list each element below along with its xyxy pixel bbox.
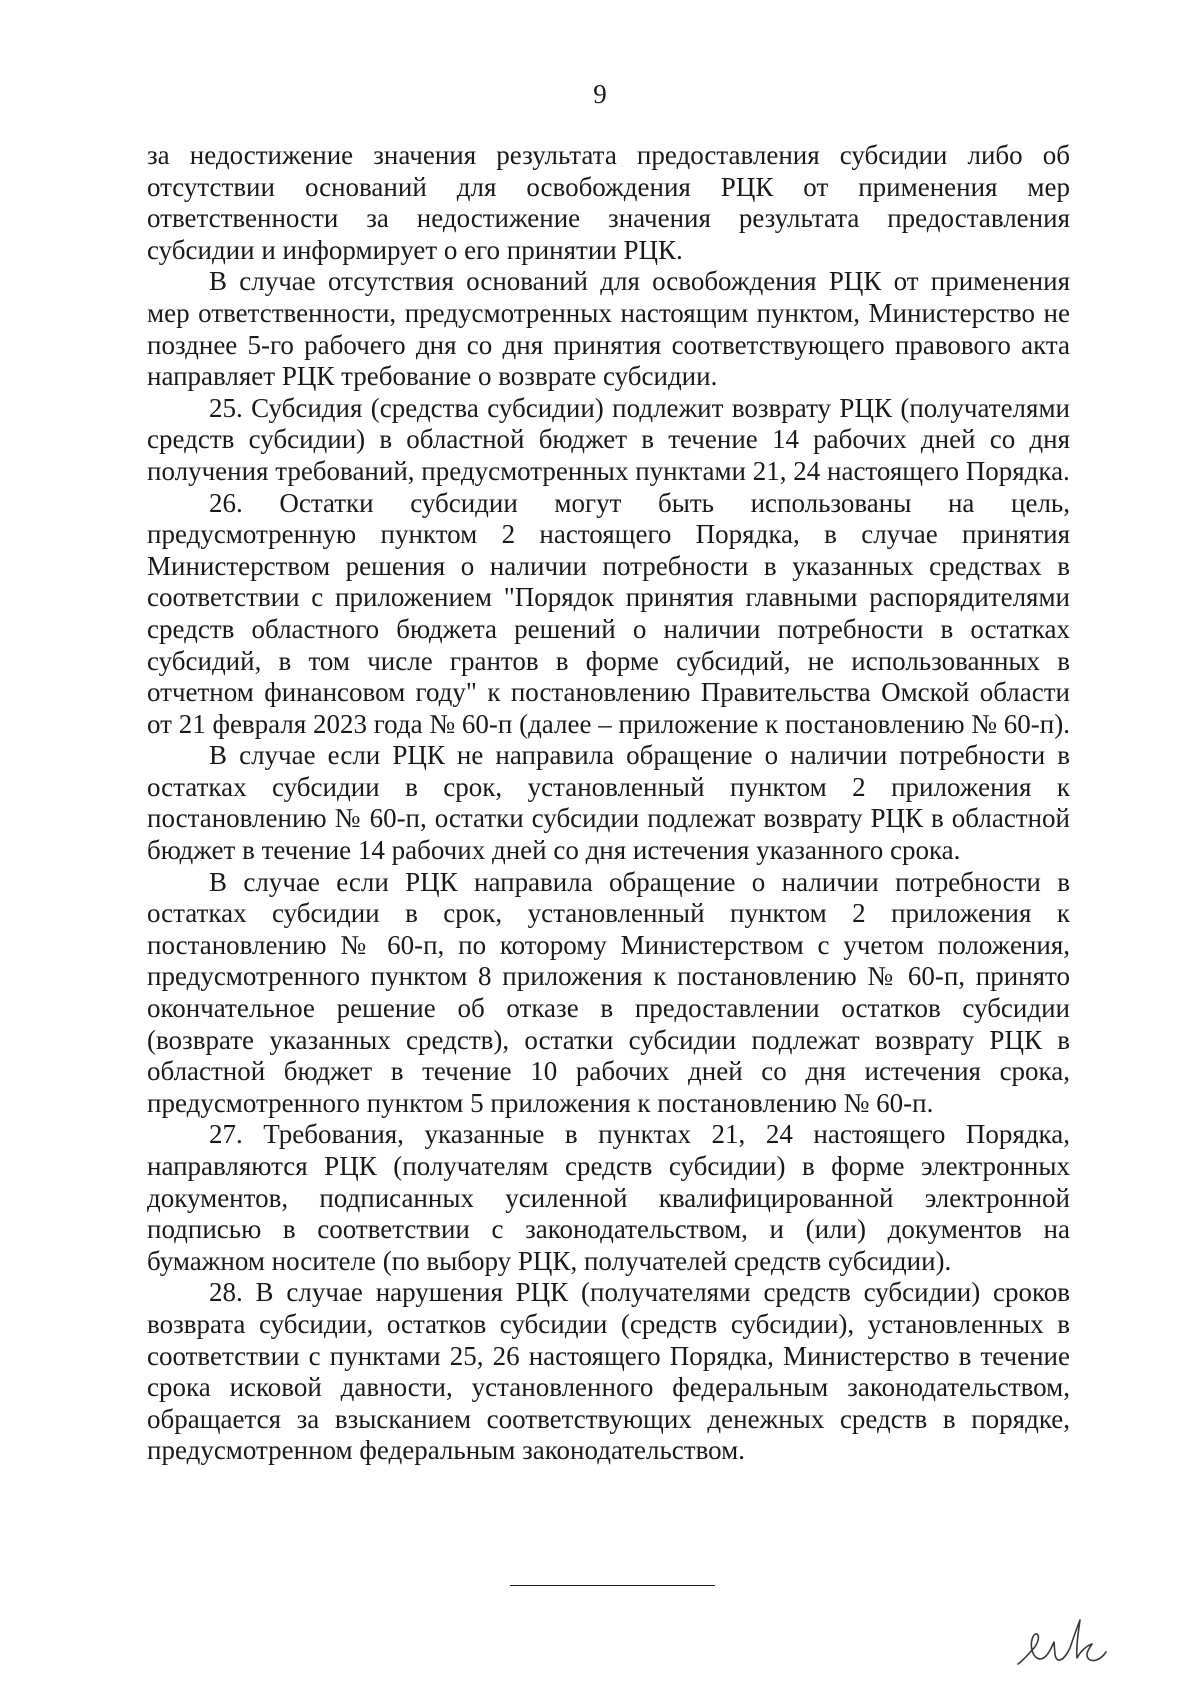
page-number: 9 [593, 79, 607, 109]
paragraph-clause-27: 27. Требования, указанные в пунктах 21, 24 настоящего Порядка, направляются РЦК (получателям средств субсидии) в форме электронных документов, подписанных усиленной квалифицированной электронной подписью в соответствии с законодательством, и (или) документов на бумажном носителе (по выбору РЦК, получателей средств субсидии). [147, 1119, 1070, 1276]
paragraph-clause-26: 26. Остатки субсидии могут быть использованы на цель, предусмотренную пунктом 2 настоящего Порядка, в случае принятия Министерством решения о наличии потребности в указанных средствах в соответствии с приложением "Порядок принятия главными распорядителями средств областного бюджета решений о наличии потребности в остатках субсидий, в том числе грантов в форме субсидий, не использованных в отчетном финансовом году" к постановлению Правительства Омской области от 21 февраля 2023 года № 60-п (далее – приложение к постановлению № 60-п). [147, 487, 1070, 739]
document-body [147, 140, 1070, 1467]
signature-mark [1010, 1612, 1110, 1674]
paragraph-no-grounds: В случае отсутствия оснований для освобождения РЦК от применения мер ответственности, предусмотренных настоящим пунктом, Министерство не позднее 5-го рабочего дня со дня принятия соответствующего правового акта направляет РЦК требование о возврате субсидии. [147, 266, 1070, 392]
paragraph-no-appeal: В случае если РЦК не направила обращение о наличии потребности в остатках субсидии в срок, установленный пунктом 2 приложения к постановлению № 60-п, остатки субсидии подлежат возврату РЦК в областной бюджет в течение 14 рабочих дней со дня истечения указанного срока. [147, 740, 1070, 866]
paragraph-continuation: за недостижение значения результата предоставления субсидии либо об отсутствии оснований для освобождения РЦК от применения мер ответственности за недостижение значения результата предоставления субсидии и информирует о его принятии РЦК. [147, 140, 1070, 265]
paragraph-clause-25: 25. Субсидия (средства субсидии) подлежит возврату РЦК (получателями средств субсидии) в областной бюджет в течение 14 рабочих дней со дня получения требований, предусмотренных пунктами 21, 24 настоящего Порядка. [147, 392, 1070, 486]
paragraph-clause-28: 28. В случае нарушения РЦК (получателями средств субсидии) сроков возврата субсидии, остатков субсидии (средств субсидии), установленных в соответствии с пунктами 25, 26 настоящего Порядка, Министерство в течение срока исковой давности, установленного федеральным законодательством, обращается за взысканием соответствующих денежных средств в порядке, предусмотренном федеральным законодательством. [147, 1277, 1070, 1466]
paragraph-appeal-refused: В случае если РЦК направила обращение о наличии потребности в остатках субсидии в срок, установленный пунктом 2 приложения к постановлению № 60-п, по которому Министерством с учетом положения, предусмотренного пунктом 8 приложения к постановлению № 60-п, принято окончательное решение об отказе в предоставлении остатков субсидии (возврате указанных средств), остатки субсидии подлежат возврату РЦК в областной бюджет в течение 10 рабочих дней со дня истечения срока, предусмотренного пунктом 5 приложения к постановлению № 60-п. [147, 866, 1070, 1118]
closing-divider [510, 1585, 715, 1586]
